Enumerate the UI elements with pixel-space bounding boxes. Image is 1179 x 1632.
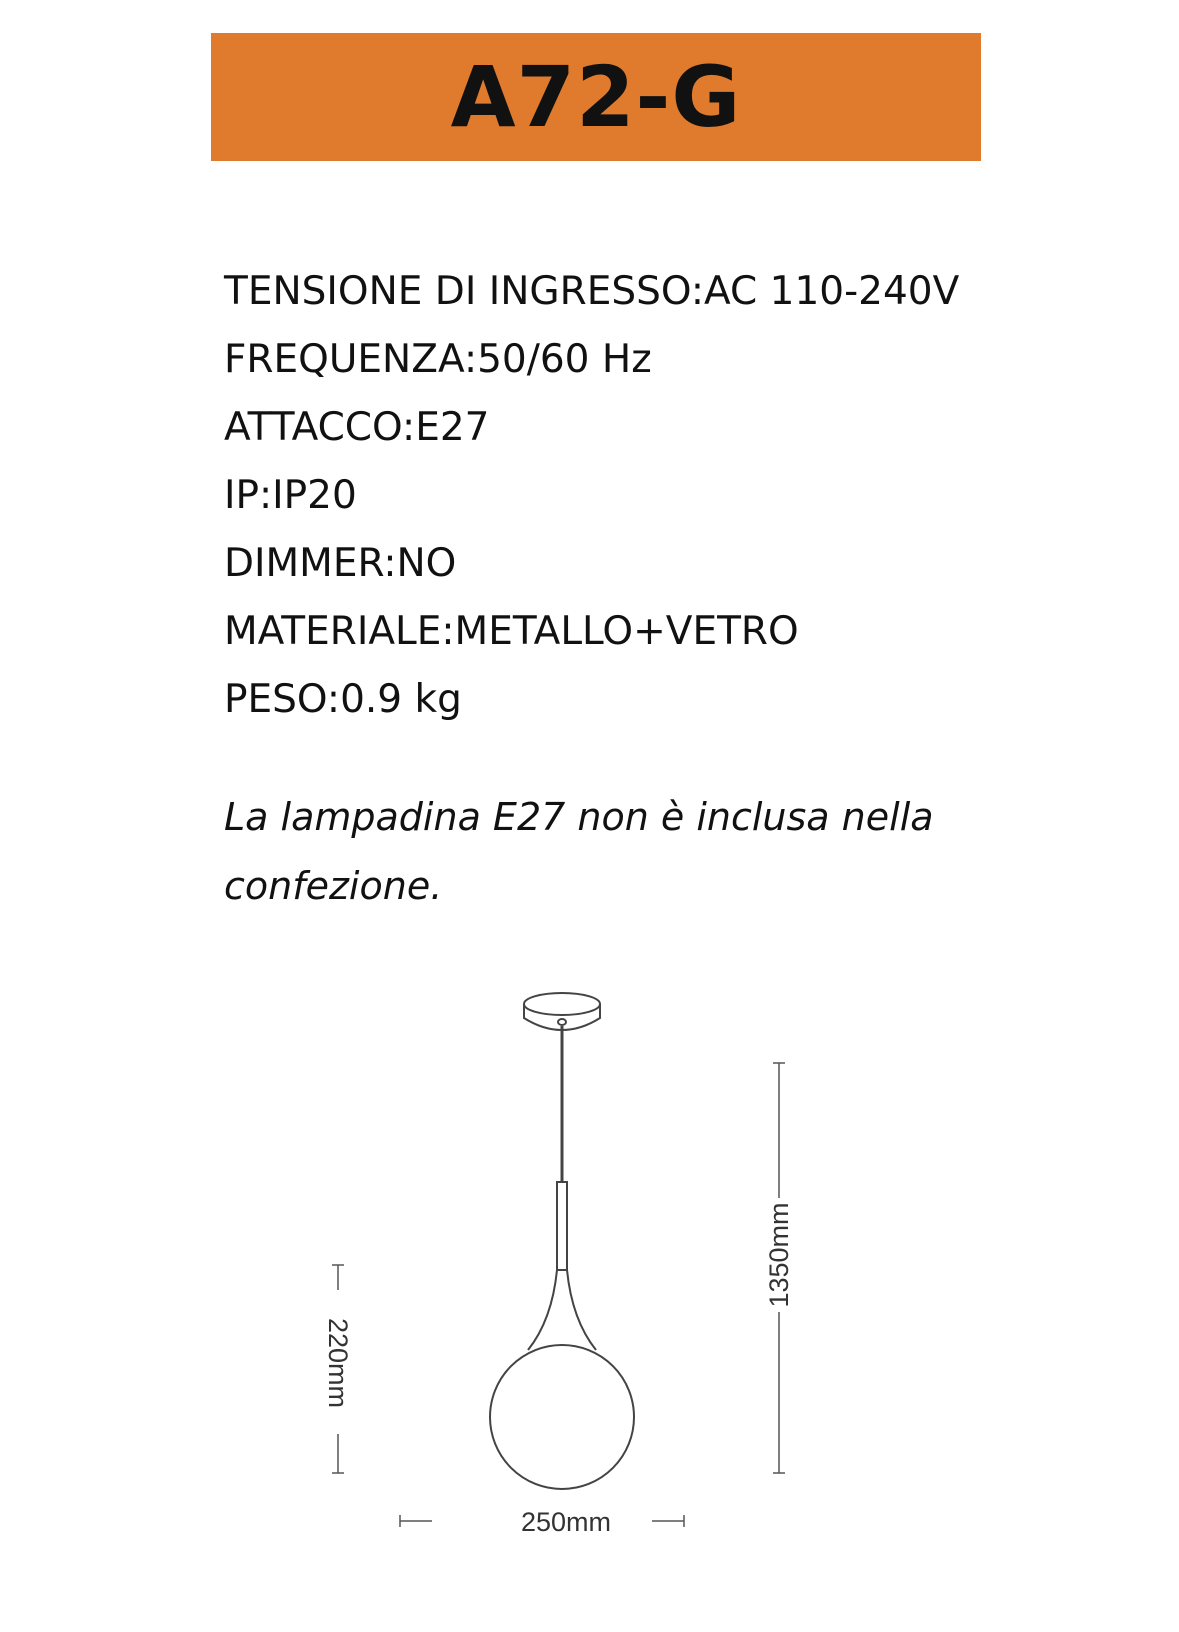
height-globe-label: 220mm xyxy=(323,1317,353,1409)
height-total-label: 1350mm xyxy=(764,1202,794,1308)
lamp-neck xyxy=(528,1270,596,1350)
pendant-lamp-icon xyxy=(490,993,634,1489)
model-title: A72-G xyxy=(450,48,742,146)
spec-dimmer: DIMMER:NO xyxy=(224,541,457,586)
spec-list xyxy=(224,258,959,734)
spec-frequency: FREQUENZA:50/60 Hz xyxy=(224,337,652,382)
lamp-stem xyxy=(557,1182,567,1270)
title-banner xyxy=(211,33,981,161)
canopy-hook xyxy=(558,1019,566,1025)
lamp-technical-drawing xyxy=(0,960,1179,1560)
bulb-note-line-1: La lampadina E27 non è inclusa nella xyxy=(224,795,934,839)
spec-ip-rating: IP:IP20 xyxy=(224,473,357,518)
canopy-top xyxy=(524,993,600,1015)
spec-socket: ATTACCO:E27 xyxy=(224,405,490,450)
bulb-note-line-2: confezione. xyxy=(224,864,443,908)
spec-input-voltage: TENSIONE DI INGRESSO:AC 110-240V xyxy=(224,269,960,314)
lamp-globe xyxy=(490,1345,634,1489)
spec-weight: PESO:0.9 kg xyxy=(224,677,462,722)
bulb-note xyxy=(224,783,1024,921)
spec-material: MATERIALE:METALLO+VETRO xyxy=(224,609,799,654)
width-globe-label: 250mm xyxy=(520,1507,612,1537)
